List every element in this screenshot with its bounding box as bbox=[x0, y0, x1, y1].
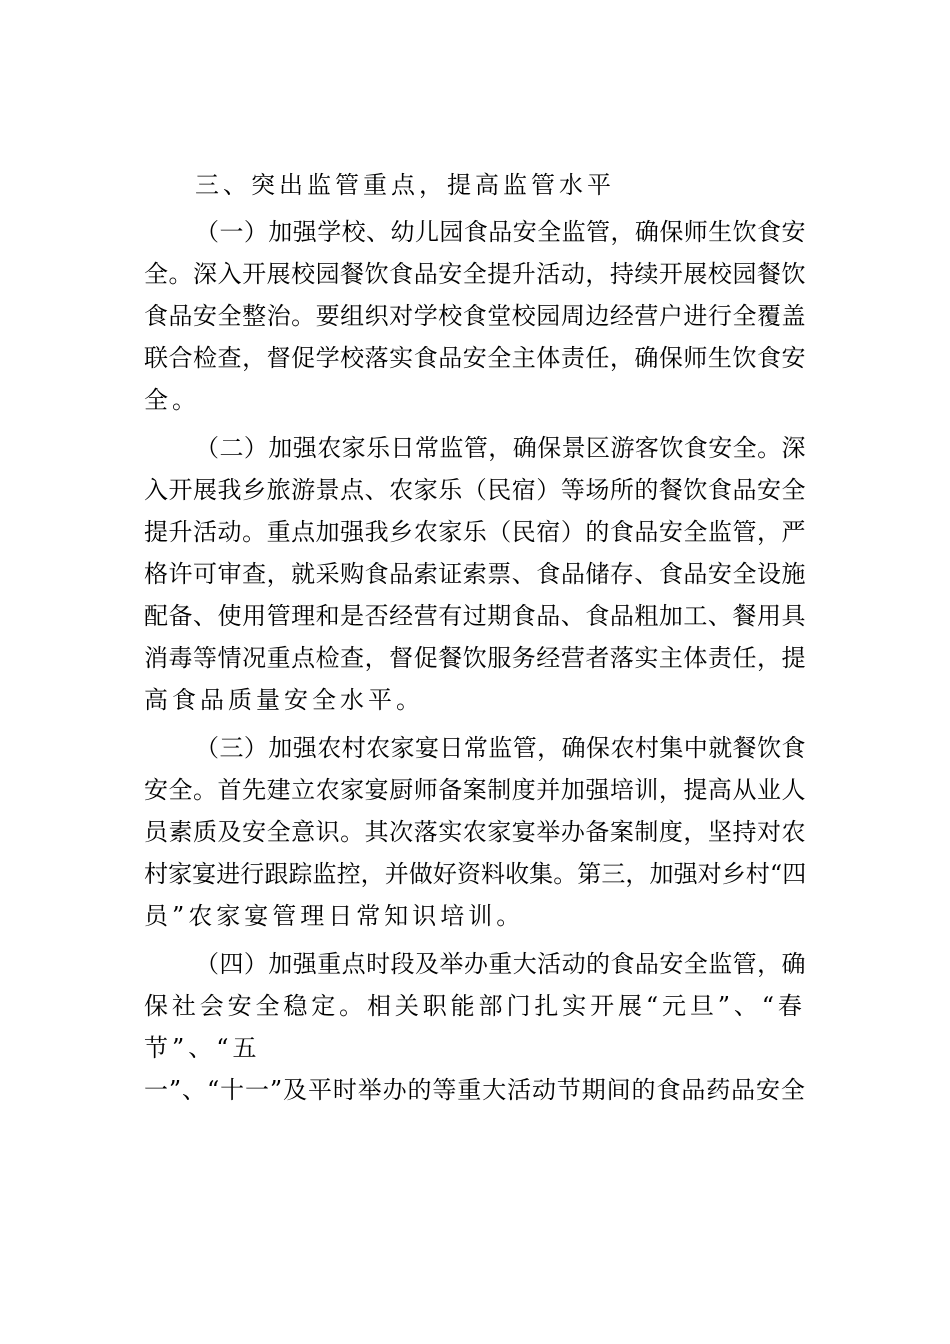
paragraph-line: 食品安全整治。要组织对学校食堂校园周边经营户进行全覆盖 bbox=[144, 302, 806, 330]
paragraph-line: 员”农家宴管理日常知识培训。 bbox=[144, 902, 525, 930]
paragraph-line: 配备、使用管理和是否经营有过期食品、食品粗加工、餐用具 bbox=[144, 602, 806, 630]
paragraph-line: （二）加强农家乐日常监管，确保景区游客饮食安全。深 bbox=[195, 434, 806, 462]
paragraph-line: 安全。首先建立农家宴厨师备案制度并加强培训，提高从业人 bbox=[144, 776, 806, 804]
paragraph-line: 提升活动。重点加强我乡农家乐（民宿）的食品安全监管，严 bbox=[144, 518, 806, 546]
paragraph-line: 村家宴进行跟踪监控，并做好资料收集。第三，加强对乡村“四 bbox=[144, 860, 807, 888]
paragraph-line: 节”、“五 bbox=[144, 1034, 261, 1062]
paragraph-line: （一）加强学校、幼儿园食品安全监管，确保师生饮食安 bbox=[195, 218, 806, 246]
paragraph-line: 消毒等情况重点检查，督促餐饮服务经营者落实主体责任，提 bbox=[144, 644, 806, 672]
paragraph-line: 入开展我乡旅游景点、农家乐（民宿）等场所的餐饮食品安全 bbox=[144, 476, 806, 504]
paragraph-line: 全。 bbox=[144, 386, 200, 414]
paragraph-line: （三）加强农村农家宴日常监管，确保农村集中就餐饮食 bbox=[195, 734, 806, 762]
paragraph-line: 保社会安全稳定。相关职能部门扎实开展“元旦”、“春 bbox=[144, 992, 806, 1020]
paragraph-line: 员素质及安全意识。其次落实农家宴举办备案制度，坚持对农 bbox=[144, 818, 806, 846]
paragraph-line: 全。深入开展校园餐饮食品安全提升活动，持续开展校园餐饮 bbox=[144, 260, 806, 288]
paragraph-line: 高食品质量安全水平。 bbox=[144, 686, 424, 714]
paragraph-line: 一”、“十一”及平时举办的等重大活动节期间的食品药品安全 bbox=[144, 1076, 806, 1104]
paragraph-line: （四）加强重点时段及举办重大活动的食品安全监管，确 bbox=[195, 950, 806, 978]
section-heading: 三、突出监管重点，提高监管水平 bbox=[195, 171, 615, 199]
paragraph-line: 格许可审查，就采购食品索证索票、食品储存、食品安全设施 bbox=[144, 560, 806, 588]
paragraph-line: 联合检查，督促学校落实食品安全主体责任，确保师生饮食安 bbox=[144, 344, 806, 372]
